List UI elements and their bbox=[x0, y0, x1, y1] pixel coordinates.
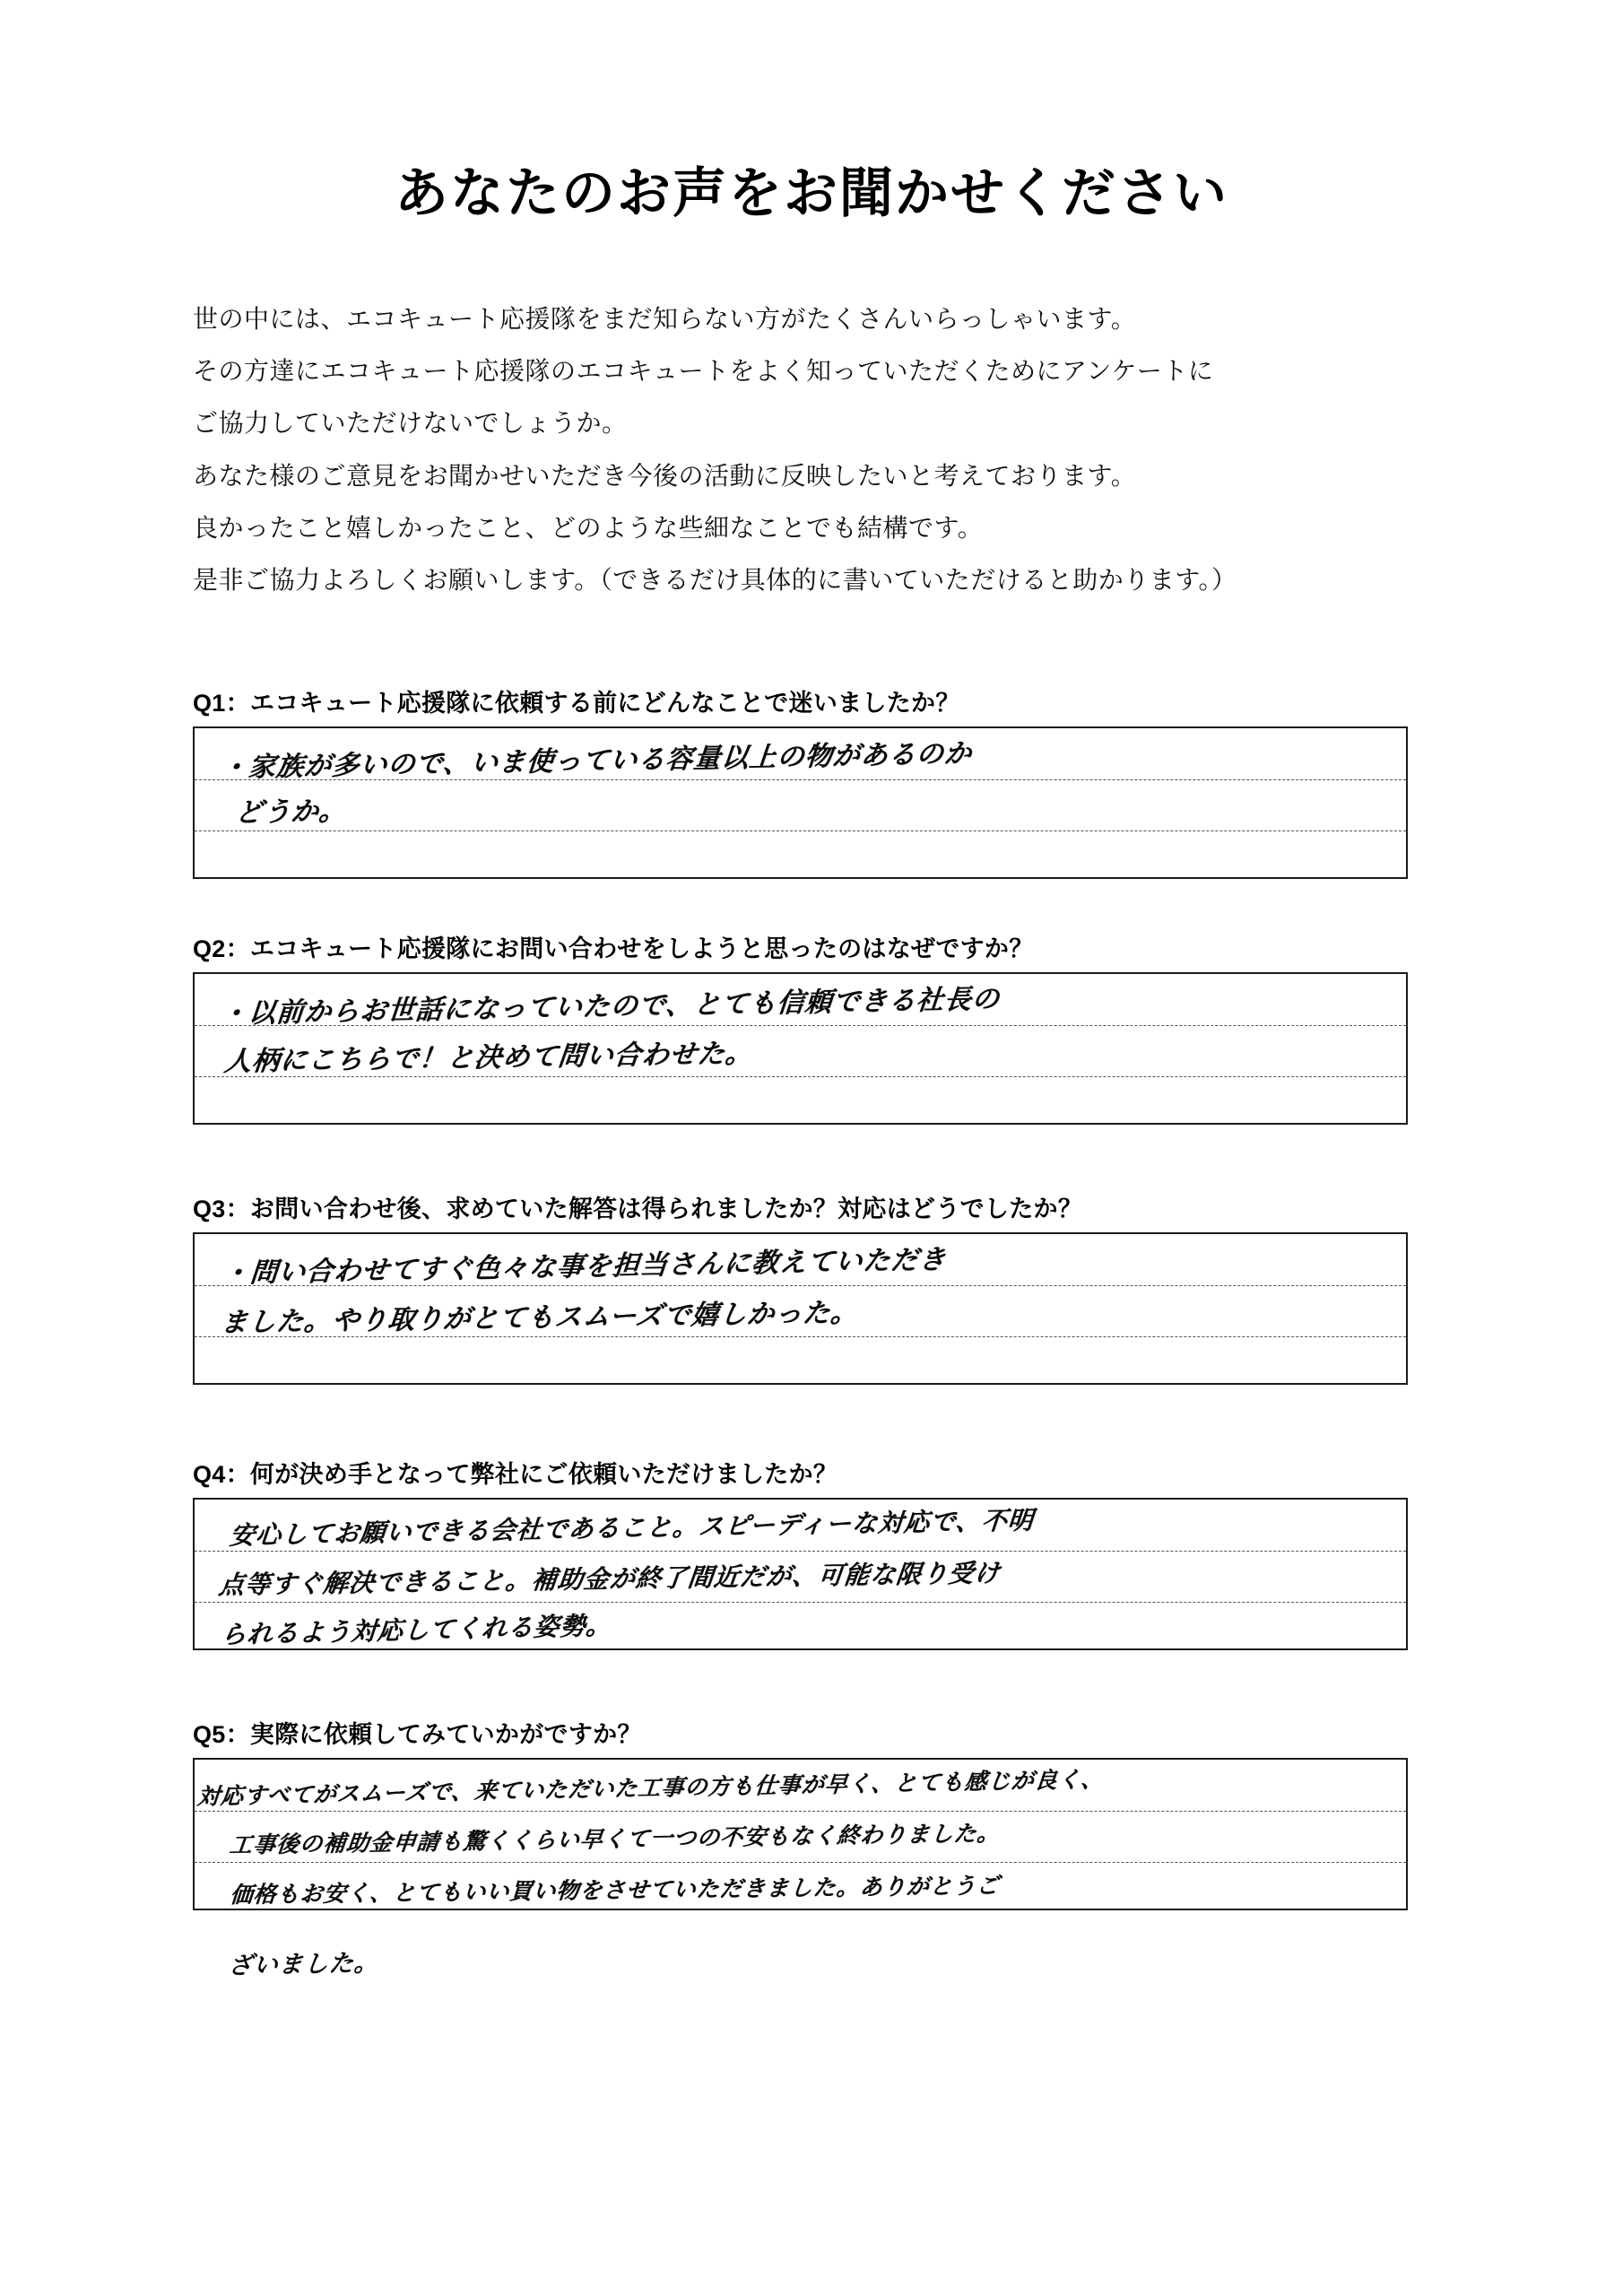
handwritten-answer-line: 点等すぐ解決できること。補助金が終了間近だが、可能な限り受け bbox=[217, 1558, 1002, 1600]
handwritten-answer-line: ・問い合わせてすぐ色々な事を担当さんに教えていただき bbox=[221, 1244, 948, 1290]
question-block-q4 bbox=[193, 1455, 1412, 1650]
answer-box-q4[interactable] bbox=[193, 1498, 1408, 1650]
guide-line bbox=[195, 1551, 1406, 1552]
guide-line bbox=[195, 1811, 1406, 1812]
intro-line-4: あなた様のご意見をお聞かせいただき今後の活動に反映したいと考えております。 bbox=[193, 461, 1137, 490]
question-label-q1: Q1：エコキュート応援隊に依頼する前にどんなことで迷いましたか？ bbox=[193, 690, 960, 717]
question-label-q3: Q3：お問い合わせ後、求めていた解答は得られましたか？対応はどうでしたか？ bbox=[193, 1196, 1083, 1222]
intro-line-5: 良かったこと嬉しかったこと、どのような些細なことでも結構です。 bbox=[193, 513, 984, 542]
intro-line-3: ご協力していただけないでしょうか。 bbox=[193, 409, 628, 438]
handwritten-answer-line: 安心してお願いできる会社であること。スピーディーな対応で、不明 bbox=[228, 1505, 1036, 1551]
handwritten-answer-line: どうか。 bbox=[233, 796, 349, 829]
question-label-q4: Q4：何が決め手となって弊社にご依頼いただけましたか？ bbox=[193, 1461, 838, 1488]
intro-line-6: 是非ご協力よろしくお願いします。（できるだけ具体的に書いていただけると助かります。） bbox=[193, 565, 1237, 594]
answer-box-q2[interactable] bbox=[193, 972, 1408, 1125]
handwritten-answer-line: 人柄にこちらで！と決めて問い合わせた。 bbox=[222, 1038, 755, 1078]
handwritten-overflow-line: ざいました。 bbox=[227, 1949, 381, 1980]
page-title: あなたのお声をお聞かせください bbox=[395, 163, 1228, 223]
question-label-q2: Q2：エコキュート応援隊にお問い合わせをしようと思ったのはなぜですか？ bbox=[193, 935, 1034, 962]
question-label-q5: Q5：実際に依頼してみていかがですか？ bbox=[193, 1721, 642, 1748]
handwritten-answer-line: ました。やり取りがとてもスムーズで嬉しかった。 bbox=[219, 1297, 861, 1339]
handwritten-answer-line: ・以前からお世話になっていたので、とても信頼できる社長の bbox=[219, 983, 1002, 1031]
intro-line-2: その方達にエコキュート応援隊のエコキュートをよく知っていただくためにアンケートに bbox=[193, 357, 1214, 386]
answer-box-q5[interactable] bbox=[193, 1758, 1408, 1910]
question-block-q2 bbox=[193, 929, 1412, 1125]
question-block-q1 bbox=[193, 683, 1412, 879]
handwritten-answer-line: ・家族が多いので、いま使っている容量以上の物があるのか bbox=[219, 737, 974, 785]
handwritten-answer-line: 対応すべてがスムーズで、来ていただいた工事の方も仕事が早く、とても感じが良く、 bbox=[195, 1766, 1106, 1810]
question-block-q3 bbox=[193, 1189, 1412, 1385]
handwritten-answer-line: られるよう対応してくれる姿勢。 bbox=[220, 1610, 613, 1650]
handwritten-answer-line: 価格もお安く、とてもいい買い物をさせていただきました。ありがとうご bbox=[229, 1872, 1001, 1909]
guide-line bbox=[195, 1602, 1406, 1603]
intro-line-1: 世の中には、エコキュート応援隊をまだ知らない方がたくさんいらっしゃいます。 bbox=[193, 305, 1137, 333]
question-block-q5 bbox=[193, 1715, 1412, 1980]
answer-box-q3[interactable] bbox=[193, 1232, 1408, 1385]
handwritten-answer-line: 工事後の補助金申請も驚くくらい早くて一つの不安もなく終わりました。 bbox=[228, 1820, 1002, 1858]
guide-line bbox=[195, 1076, 1406, 1077]
guide-line bbox=[195, 1862, 1406, 1863]
intro-block bbox=[193, 305, 1448, 618]
answer-box-q1[interactable] bbox=[193, 726, 1408, 879]
